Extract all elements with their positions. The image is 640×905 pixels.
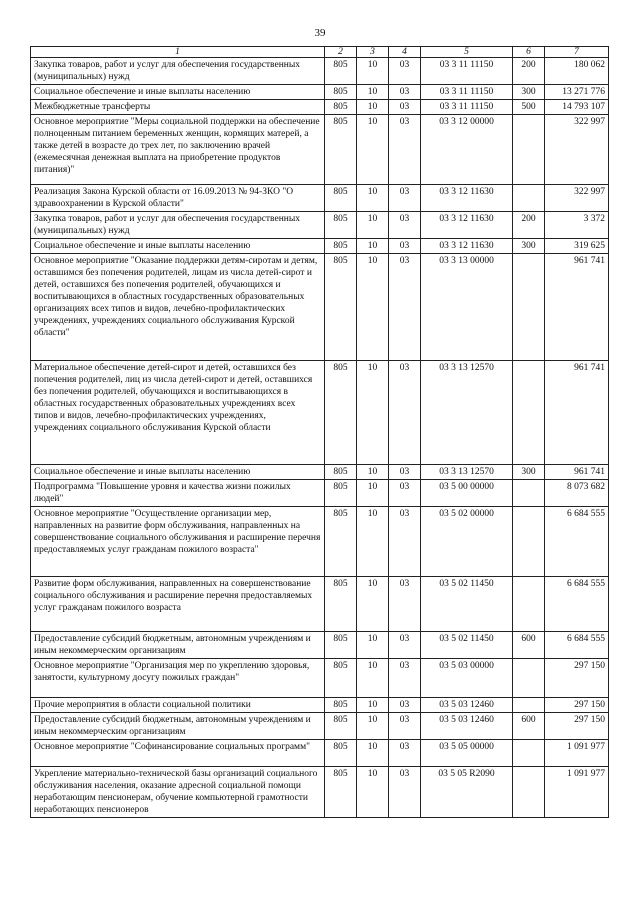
row-expense-code — [513, 254, 545, 361]
row-section-code: 10 — [357, 115, 389, 185]
row-name: Предоставление субсидий бюджетным, автономным учреждениям и иным некоммерческим организациям — [31, 632, 325, 659]
row-expense-code — [513, 480, 545, 507]
table-row — [31, 659, 609, 698]
row-section-code: 10 — [357, 577, 389, 632]
row-amount: 6 684 555 — [545, 577, 609, 632]
row-section-code: 10 — [357, 480, 389, 507]
table-row — [31, 740, 609, 767]
row-name: Социальное обеспечение и иные выплаты населению — [31, 239, 325, 254]
row-subsection-code: 03 — [389, 361, 421, 465]
row-amount: 297 150 — [545, 713, 609, 740]
row-target-code: 03 3 11 11150 — [421, 58, 513, 85]
row-amount: 319 625 — [545, 239, 609, 254]
row-section-code: 10 — [357, 465, 389, 480]
row-name: Предоставление субсидий бюджетным, автономным учреждениям и иным некоммерческим организациям — [31, 713, 325, 740]
header-col-2: 2 — [325, 47, 357, 58]
row-amount: 961 741 — [545, 254, 609, 361]
row-amount: 322 997 — [545, 115, 609, 185]
row-target-code: 03 3 13 12570 — [421, 361, 513, 465]
row-expense-code: 200 — [513, 58, 545, 85]
row-amount: 6 684 555 — [545, 632, 609, 659]
row-name: Материальное обеспечение детей-сирот и детей, оставшихся без попечения родителей, лиц из числа детей-сирот и детей, оставшихся без попечения родителей, обучающихся и воспитывающихся в областных государственных образовательных учреждениях всех типов и видов, лечебно-профилактических учреждениях, учреждениях социального обслуживания Курской области — [31, 361, 325, 465]
row-section-code: 10 — [357, 212, 389, 239]
row-expense-code: 300 — [513, 85, 545, 100]
row-subsection-code: 03 — [389, 85, 421, 100]
table-row — [31, 254, 609, 361]
row-ministry-code: 805 — [325, 115, 357, 185]
table-row — [31, 58, 609, 85]
row-ministry-code: 805 — [325, 480, 357, 507]
row-target-code: 03 5 00 00000 — [421, 480, 513, 507]
row-amount: 961 741 — [545, 465, 609, 480]
row-ministry-code: 805 — [325, 100, 357, 115]
row-section-code: 10 — [357, 632, 389, 659]
row-ministry-code: 805 — [325, 767, 357, 818]
page-number: 39 — [314, 27, 326, 39]
row-name: Основное мероприятие "Организация мер по укреплению здоровья, занятости, культурному досугу пожилых граждан" — [31, 659, 325, 698]
row-subsection-code: 03 — [389, 212, 421, 239]
table-row — [31, 713, 609, 740]
row-subsection-code: 03 — [389, 713, 421, 740]
table-row — [31, 85, 609, 100]
row-expense-code — [513, 659, 545, 698]
row-section-code: 10 — [357, 507, 389, 577]
row-subsection-code: 03 — [389, 577, 421, 632]
row-name: Социальное обеспечение и иные выплаты населению — [31, 465, 325, 480]
row-ministry-code: 805 — [325, 507, 357, 577]
row-name: Социальное обеспечение и иные выплаты населению — [31, 85, 325, 100]
row-subsection-code: 03 — [389, 659, 421, 698]
row-amount: 14 793 107 — [545, 100, 609, 115]
header-col-5: 5 — [421, 47, 513, 58]
row-ministry-code: 805 — [325, 698, 357, 713]
row-target-code: 03 5 03 12460 — [421, 713, 513, 740]
row-subsection-code: 03 — [389, 239, 421, 254]
row-target-code: 03 3 11 11150 — [421, 85, 513, 100]
table-row — [31, 465, 609, 480]
row-amount: 6 684 555 — [545, 507, 609, 577]
row-subsection-code: 03 — [389, 767, 421, 818]
row-expense-code: 300 — [513, 465, 545, 480]
row-target-code: 03 3 12 00000 — [421, 115, 513, 185]
row-amount: 1 091 977 — [545, 740, 609, 767]
row-amount: 180 062 — [545, 58, 609, 85]
row-expense-code — [513, 115, 545, 185]
row-ministry-code: 805 — [325, 361, 357, 465]
header-row — [31, 47, 609, 58]
row-ministry-code: 805 — [325, 58, 357, 85]
row-section-code: 10 — [357, 767, 389, 818]
row-section-code: 10 — [357, 58, 389, 85]
row-ministry-code: 805 — [325, 239, 357, 254]
row-expense-code: 300 — [513, 239, 545, 254]
table-row — [31, 185, 609, 212]
row-subsection-code: 03 — [389, 507, 421, 577]
row-section-code: 10 — [357, 659, 389, 698]
row-expense-code — [513, 698, 545, 713]
row-subsection-code: 03 — [389, 698, 421, 713]
row-expense-code: 500 — [513, 100, 545, 115]
row-expense-code — [513, 767, 545, 818]
table-row — [31, 212, 609, 239]
header-col-1: 1 — [31, 47, 325, 58]
header-col-3: 3 — [357, 47, 389, 58]
row-ministry-code: 805 — [325, 254, 357, 361]
row-ministry-code: 805 — [325, 632, 357, 659]
row-expense-code — [513, 577, 545, 632]
row-section-code: 10 — [357, 85, 389, 100]
row-ministry-code: 805 — [325, 659, 357, 698]
row-target-code: 03 3 12 11630 — [421, 185, 513, 212]
row-name: Основное мероприятие "Осуществление организации мер, направленных на развитие форм обслуживания, направленных на совершенствование социального обслуживания и расширение перечня предоставляемых услуг гражданам пожилого возраста" — [31, 507, 325, 577]
row-subsection-code: 03 — [389, 254, 421, 361]
row-subsection-code: 03 — [389, 185, 421, 212]
row-ministry-code: 805 — [325, 212, 357, 239]
row-amount: 3 372 — [545, 212, 609, 239]
budget-table — [30, 46, 609, 818]
row-section-code: 10 — [357, 239, 389, 254]
row-target-code: 03 5 02 00000 — [421, 507, 513, 577]
table-row — [31, 239, 609, 254]
row-name: Основное мероприятие "Оказание поддержки детям-сиротам и детям, оставшимся без попечения родителей, лицам из числа детей-сирот и детей, оставшихся без попечения родителей, обучающихся и воспитывающихся в областных государственных образовательных организациях всех типов и видов, лечебно-профилактических учреждениях, учреждениях социального обслуживания Курской области" — [31, 254, 325, 361]
row-target-code: 03 5 05 R2090 — [421, 767, 513, 818]
row-target-code: 03 3 12 11630 — [421, 239, 513, 254]
table-row — [31, 577, 609, 632]
row-section-code: 10 — [357, 361, 389, 465]
row-section-code: 10 — [357, 713, 389, 740]
row-name: Прочие мероприятия в области социальной политики — [31, 698, 325, 713]
row-section-code: 10 — [357, 100, 389, 115]
row-target-code: 03 5 03 00000 — [421, 659, 513, 698]
row-expense-code — [513, 507, 545, 577]
row-amount: 297 150 — [545, 659, 609, 698]
row-amount: 1 091 977 — [545, 767, 609, 818]
row-section-code: 10 — [357, 254, 389, 361]
row-target-code: 03 3 11 11150 — [421, 100, 513, 115]
row-subsection-code: 03 — [389, 480, 421, 507]
row-expense-code: 600 — [513, 713, 545, 740]
table-row — [31, 632, 609, 659]
row-target-code: 03 5 05 00000 — [421, 740, 513, 767]
row-amount: 322 997 — [545, 185, 609, 212]
row-name: Основное мероприятие "Меры социальной поддержки на обеспечение полноценным питанием беременных женщин, кормящих матерей, а также детей в возрасте до трех лет, по заключению врачей (ежемесячная денежная выплата на приобретение продуктов питания)" — [31, 115, 325, 185]
row-subsection-code: 03 — [389, 115, 421, 185]
row-subsection-code: 03 — [389, 58, 421, 85]
row-expense-code: 200 — [513, 212, 545, 239]
row-ministry-code: 805 — [325, 740, 357, 767]
row-amount: 297 150 — [545, 698, 609, 713]
row-subsection-code: 03 — [389, 740, 421, 767]
row-subsection-code: 03 — [389, 100, 421, 115]
row-name: Закупка товаров, работ и услуг для обеспечения государственных (муниципальных) нужд — [31, 212, 325, 239]
row-target-code: 03 5 02 11450 — [421, 632, 513, 659]
row-subsection-code: 03 — [389, 632, 421, 659]
table-row — [31, 480, 609, 507]
row-amount: 13 271 776 — [545, 85, 609, 100]
row-subsection-code: 03 — [389, 465, 421, 480]
row-ministry-code: 805 — [325, 577, 357, 632]
row-amount: 961 741 — [545, 361, 609, 465]
row-name: Реализация Закона Курской области от 16.09.2013 № 94-ЗКО "О здравоохранении в Курской области" — [31, 185, 325, 212]
row-ministry-code: 805 — [325, 185, 357, 212]
row-section-code: 10 — [357, 698, 389, 713]
row-expense-code — [513, 185, 545, 212]
row-name: Закупка товаров, работ и услуг для обеспечения государственных (муниципальных) нужд — [31, 58, 325, 85]
table-row — [31, 100, 609, 115]
header-col-6: 6 — [513, 47, 545, 58]
table-row — [31, 361, 609, 465]
table-row — [31, 767, 609, 818]
row-section-code: 10 — [357, 740, 389, 767]
row-section-code: 10 — [357, 185, 389, 212]
row-expense-code: 600 — [513, 632, 545, 659]
row-target-code: 03 3 13 12570 — [421, 465, 513, 480]
row-target-code: 03 3 12 11630 — [421, 212, 513, 239]
row-target-code: 03 5 02 11450 — [421, 577, 513, 632]
row-name: Основное мероприятие "Софинансирование социальных программ" — [31, 740, 325, 767]
table-row — [31, 698, 609, 713]
header-col-7: 7 — [545, 47, 609, 58]
row-ministry-code: 805 — [325, 465, 357, 480]
row-name: Развитие форм обслуживания, направленных на совершенствование социального обслуживания и расширение перечня предоставляемых услуг гражданам пожилого возраста — [31, 577, 325, 632]
row-name: Подпрограмма "Повышение уровня и качества жизни пожилых людей" — [31, 480, 325, 507]
header-col-4: 4 — [389, 47, 421, 58]
row-name: Межбюджетные трансферты — [31, 100, 325, 115]
row-expense-code — [513, 361, 545, 465]
row-amount: 8 073 682 — [545, 480, 609, 507]
row-name: Укрепление материально-технической базы организаций социального обслуживания населения, оказание адресной социальной помощи неработающим пенсионерам, обучение компьютерной грамотности неработающих пенсионеров — [31, 767, 325, 818]
row-ministry-code: 805 — [325, 713, 357, 740]
table-row — [31, 507, 609, 577]
row-target-code: 03 5 03 12460 — [421, 698, 513, 713]
row-target-code: 03 3 13 00000 — [421, 254, 513, 361]
row-expense-code — [513, 740, 545, 767]
row-ministry-code: 805 — [325, 85, 357, 100]
table-row — [31, 115, 609, 185]
